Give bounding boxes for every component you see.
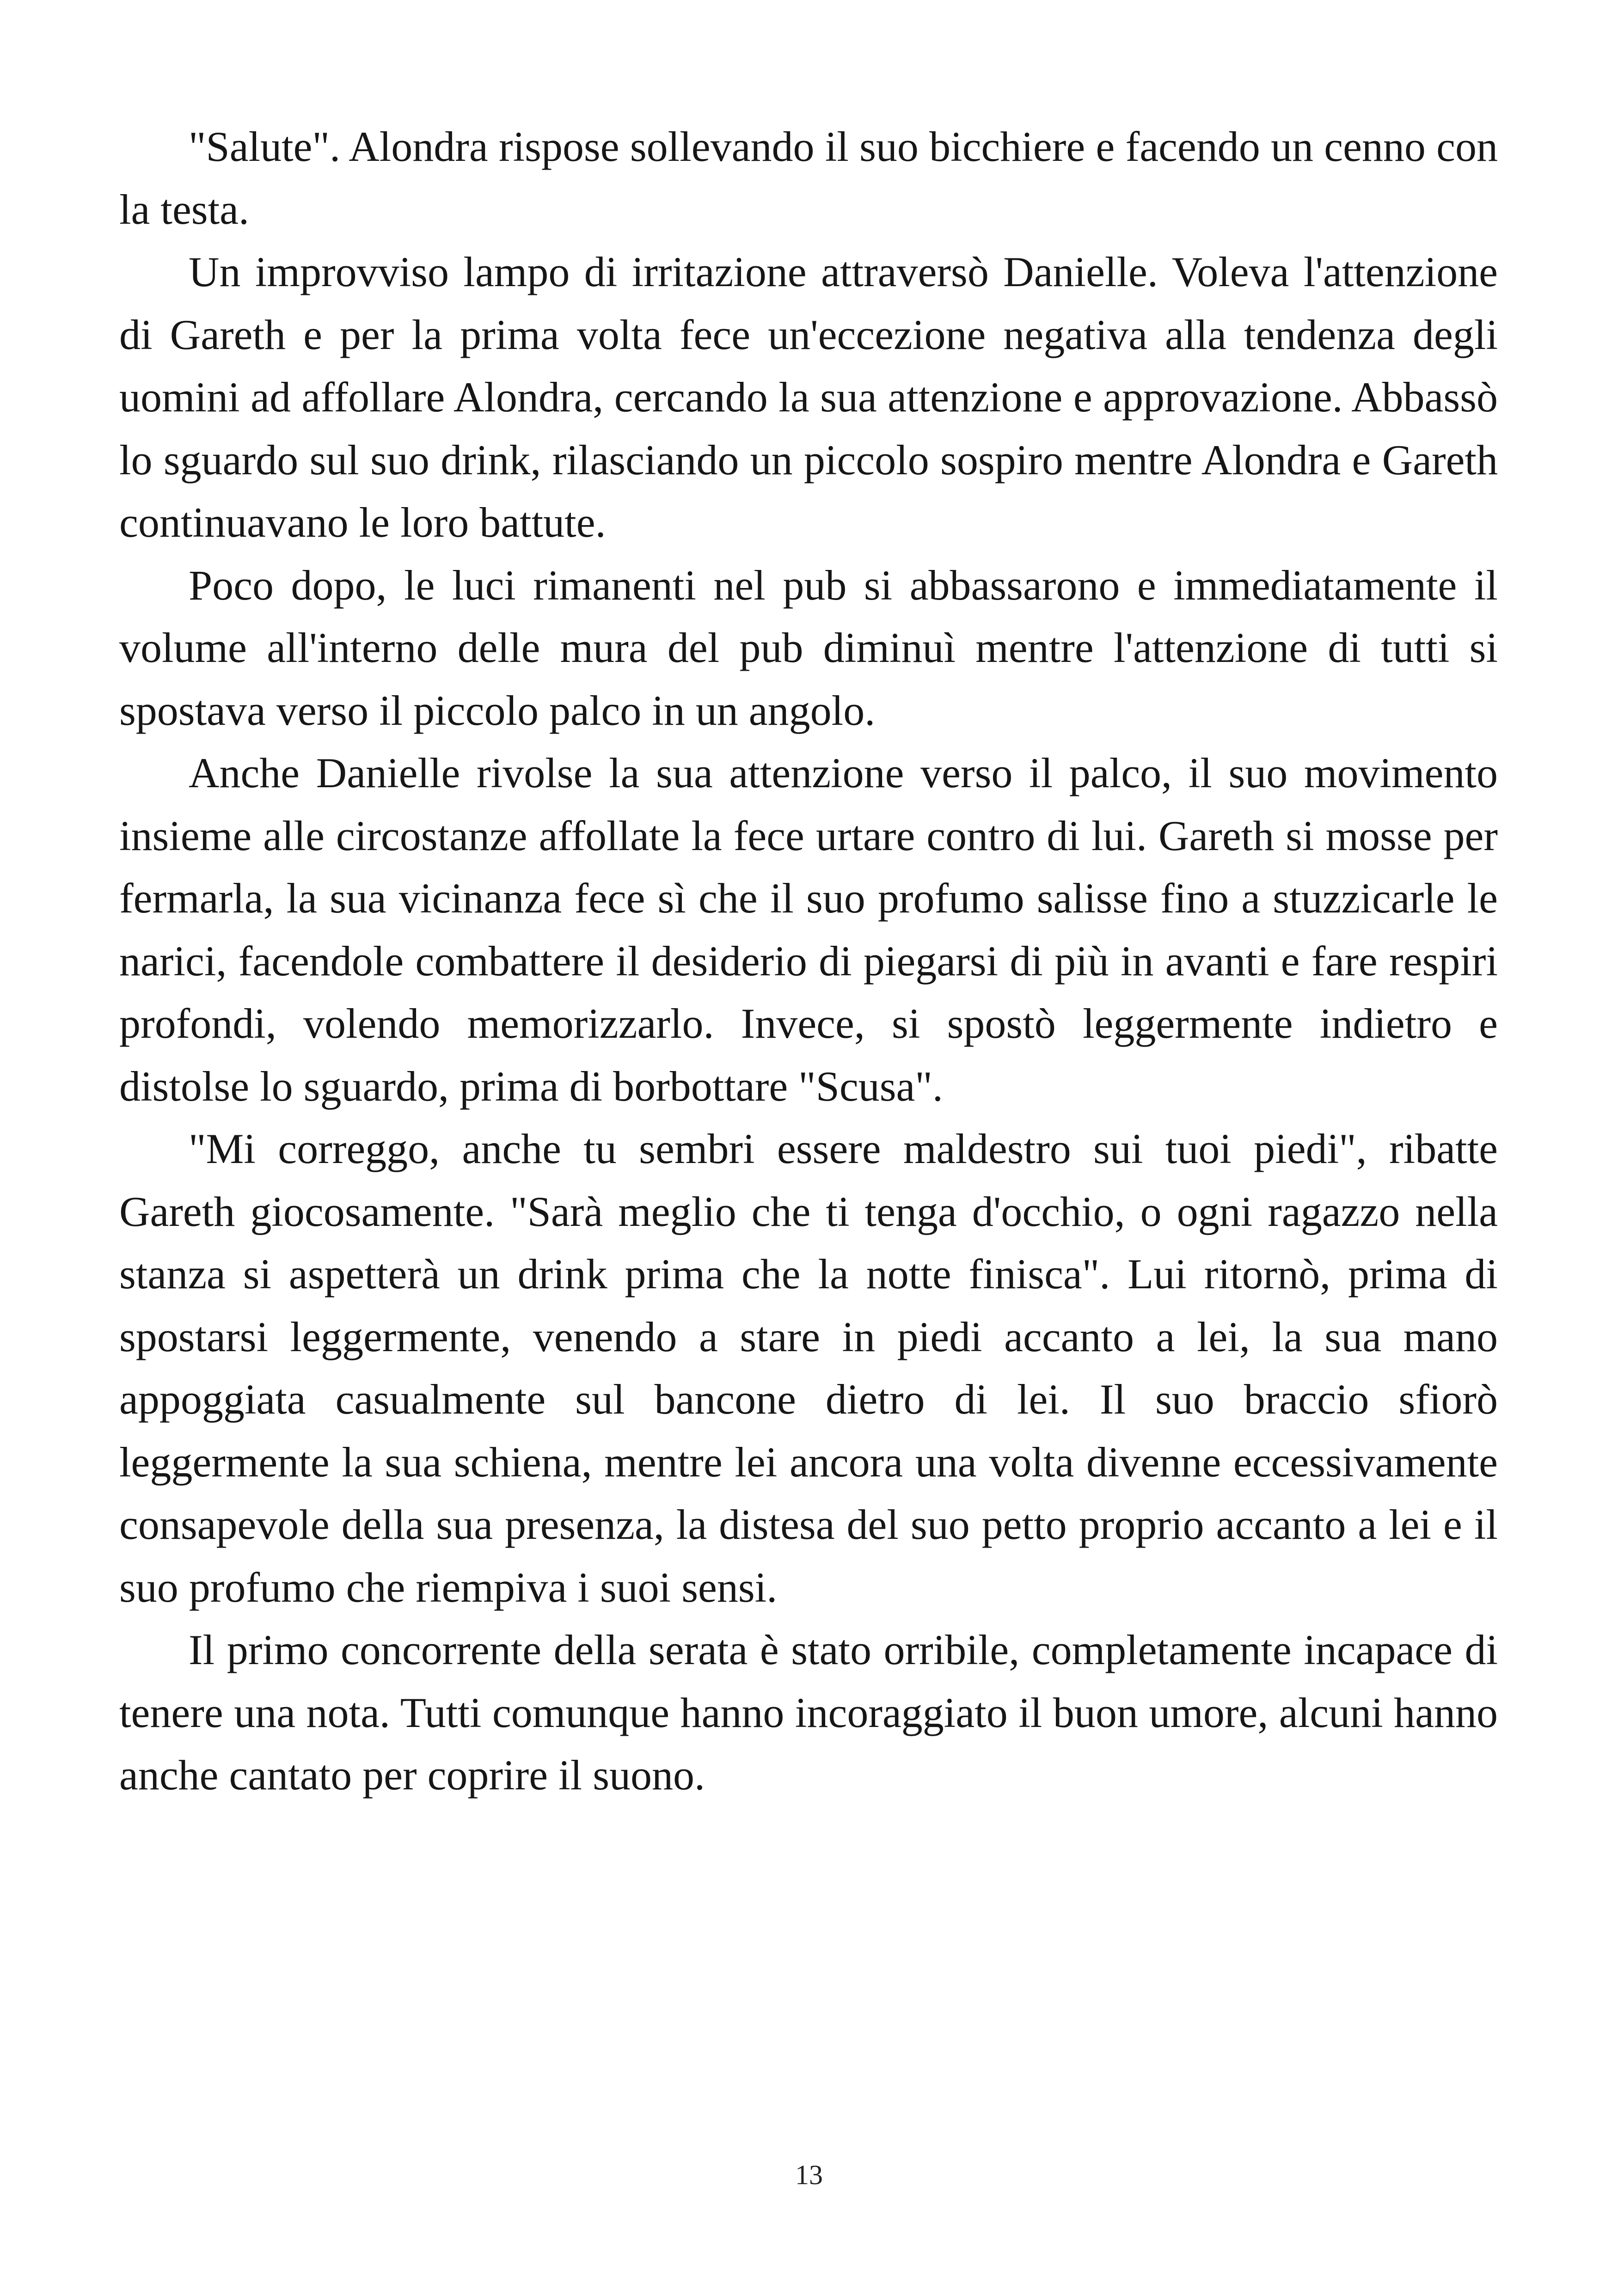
- paragraph: Un improvviso lampo di irritazione attraversò Danielle. Voleva l'attenzione di Gareth e per la prima volta fece un'eccezione negativa alla tendenza degli uomini ad affollare Alondra, cercando la sua attenzione e approvazione. Abbassò lo sguardo sul suo drink, rilasciando un piccolo sospiro mentre Alondra e Gareth continuavano le loro battute.: [119, 248, 1498, 546]
- paragraph: Il primo concorrente della serata è stato orribile, completamente incapace di tenere una nota. Tutti comunque hanno incoraggiato il buon umore, alcuni hanno anche cantato per coprire il suono.: [119, 1626, 1498, 1799]
- paragraph: "Salute". Alondra rispose sollevando il suo bicchiere e facendo un cenno con la testa.: [119, 123, 1498, 233]
- paragraph: Anche Danielle rivolse la sua attenzione verso il palco, il suo movimento insieme alle circostanze affollate la fece urtare contro di lui. Gareth si mosse per fermarla, la sua vicinanza fece sì che il suo profumo salisse fino a stuzzicarle le narici, facendole combattere il desiderio di piegarsi di più in avanti e fare respiri profondi, volendo memorizzarlo. Invece, si spostò leggermente indietro e distolse lo sguardo, prima di borbottare "Scusa".: [119, 749, 1498, 1110]
- page-number: 13: [795, 2160, 823, 2190]
- paragraph: Poco dopo, le luci rimanenti nel pub si abbassarono e immediatamente il volume all'interno delle mura del pub diminuì mentre l'attenzione di tutti si spostava verso il piccolo palco in un angolo.: [119, 561, 1498, 734]
- paragraph: "Mi correggo, anche tu sembri essere maldestro sui tuoi piedi", ribatte Gareth giocosamente. "Sarà meglio che ti tenga d'occhio, o ogni ragazzo nella stanza si aspetterà un drink prima che la notte finisca". Lui ritornò, prima di spostarsi leggermente, venendo a stare in piedi accanto a lei, la sua mano appoggiata casualmente sul bancone dietro di lei. Il suo braccio sfiorò leggermente la sua schiena, mentre lei ancora una volta divenne eccessivamente consapevole della sua presenza, la distesa del suo petto proprio accanto a lei e il suo profumo che riempiva i suoi sensi.: [119, 1125, 1498, 1611]
- body-text: [119, 116, 1498, 1807]
